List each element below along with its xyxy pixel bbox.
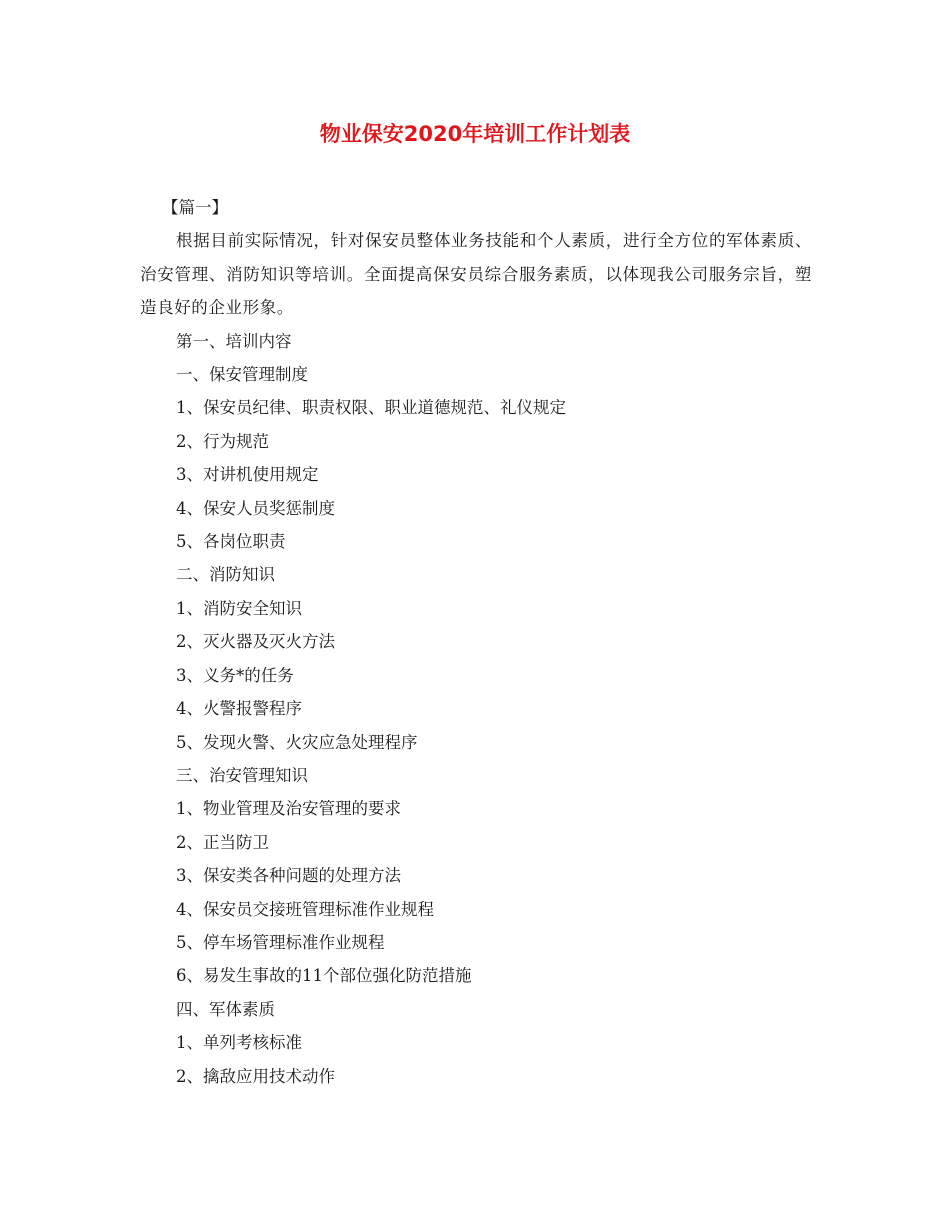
intro-paragraph: 根据目前实际情况，针对保安员整体业务技能和个人素质，进行全方位的军体素质、治安管理、消防知识等培训。全面提高保安员综合服务素质，以体现我公司服务宗旨，塑造良好的企业形象。 <box>140 231 812 318</box>
heading-training-content: 第一、培训内容 <box>176 331 292 351</box>
list-item: 5、发现火警、火灾应急处理程序 <box>176 732 418 752</box>
list-item: 2、行为规范 <box>176 431 269 451</box>
heading-fire-knowledge: 二、消防知识 <box>176 565 275 585</box>
document-body <box>140 191 812 1093</box>
list-item: 2、擒敌应用技术动作 <box>176 1066 335 1086</box>
list-item: 1、物业管理及治安管理的要求 <box>176 799 401 819</box>
list-item: 2、正当防卫 <box>176 832 269 852</box>
list-item: 1、单列考核标准 <box>176 1033 302 1053</box>
document-title: 物业保安2020年培训工作计划表 <box>319 122 631 146</box>
list-item: 6、易发生事故的11个部位强化防范措施 <box>176 966 472 986</box>
list-item: 2、灭火器及灭火方法 <box>176 632 335 652</box>
list-item: 4、保安人员奖惩制度 <box>176 498 335 518</box>
list-item: 3、对讲机使用规定 <box>176 465 319 485</box>
list-item: 3、保安类各种问题的处理方法 <box>176 866 401 886</box>
list-item: 5、停车场管理标准作业规程 <box>176 932 385 952</box>
list-item: 3、义务*的任务 <box>176 665 294 685</box>
list-item: 5、各岗位职责 <box>176 532 286 552</box>
list-item: 4、火警报警程序 <box>176 699 302 719</box>
heading-public-security-knowledge: 三、治安管理知识 <box>176 765 308 785</box>
list-item: 1、消防安全知识 <box>176 598 302 618</box>
section-marker: 【篇一】 <box>162 198 228 217</box>
heading-security-management-rules: 一、保安管理制度 <box>176 365 308 385</box>
heading-military-fitness: 四、军体素质 <box>176 999 275 1019</box>
list-item: 1、保安员纪律、职责权限、职业道德规范、礼仪规定 <box>176 398 566 418</box>
list-item: 4、保安员交接班管理标准作业规程 <box>176 899 434 919</box>
